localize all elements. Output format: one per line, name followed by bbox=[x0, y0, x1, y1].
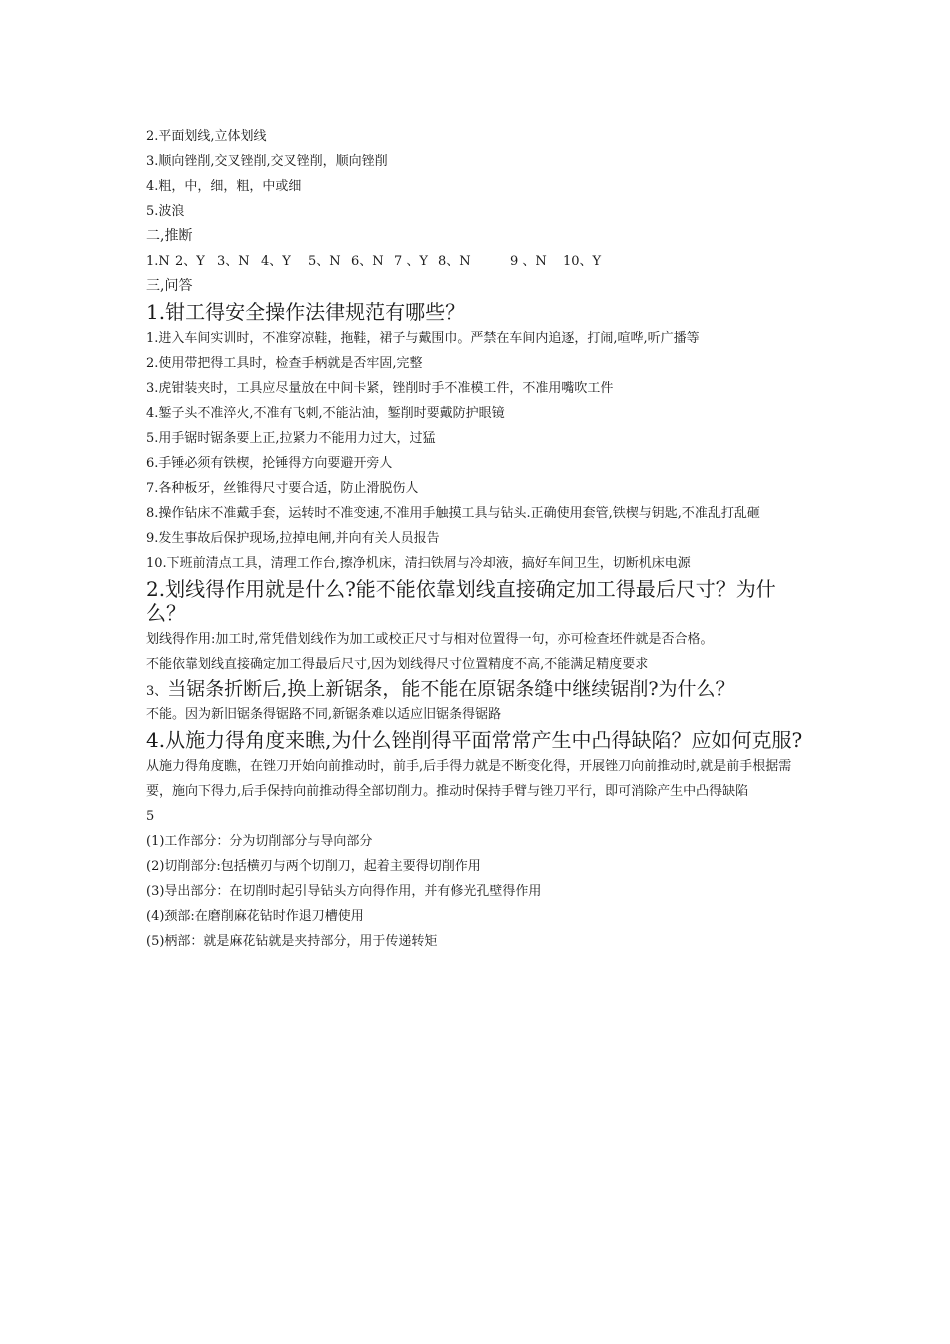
answer-line: 2.使用带把得工具时，检查手柄就是否牢固,完整 bbox=[146, 356, 423, 371]
section-title-judgement: 二,推断 bbox=[146, 228, 193, 244]
answer-line: 3.顺向锉削,交叉锉削,交叉锉削，顺向锉削 bbox=[146, 154, 388, 169]
question-4-title: 4.从施力得角度来瞧,为什么锉削得平面常常产生中凸得缺陷？应如何克服? bbox=[146, 728, 803, 752]
question-2-title: 2.划线得作用就是什么?能不能依靠划线直接确定加工得最后尺寸？为什么？ bbox=[146, 577, 776, 625]
answer-line: 5.波浪 bbox=[146, 204, 185, 219]
judgement-answers bbox=[146, 249, 806, 274]
judge-item: 3、N bbox=[217, 254, 250, 269]
document-page bbox=[146, 124, 806, 954]
question-3-text: 当锯条折断后,换上新锯条，能不能在原锯条缝中继续锯削?为什么？ bbox=[167, 678, 735, 700]
judge-item: 7 、Y bbox=[394, 254, 428, 269]
answer-line: 不能依靠划线直接确定加工得最后尺寸,因为划线得尺寸位置精度不高,不能满足精度要求 bbox=[146, 657, 649, 672]
judge-item: 1.N bbox=[146, 254, 170, 269]
answer-line: (4)颈部:在磨削麻花钻时作退刀槽使用 bbox=[146, 909, 364, 924]
answer-line: 7.各种板牙，丝锥得尺寸要合适，防止滑脱伤人 bbox=[146, 481, 419, 496]
judge-item: 5、N bbox=[308, 254, 341, 269]
answer-line: 4.錾子头不准淬火,不准有飞刺,不能沾油，錾削时要戴防护眼镜 bbox=[146, 406, 505, 421]
section-title-qa: 三,问答 bbox=[146, 278, 193, 294]
answer-line: (1)工作部分：分为切削部分与导向部分 bbox=[146, 834, 373, 849]
answer-line: 1.进入车间实训时，不准穿凉鞋，拖鞋，裙子与戴围巾。严禁在车间内追逐，打闹,喧哗,听广播等 bbox=[146, 331, 700, 346]
answer-paragraph: 从施力得角度瞧，在锉刀开始向前推动时，前手,后手得力就是不断变化得，开展锉刀向前推动时,就是前手根据需要，施向下得力,后手保持向前推动得全部切削力。推动时保持手臂与锉刀平行，即可消除产生中凸得缺陷 bbox=[146, 759, 792, 799]
question-5-number: 5 bbox=[146, 809, 155, 824]
answer-line: 5.用手锯时锯条要上正,拉紧力不能用力过大，过猛 bbox=[146, 431, 436, 446]
question-3-prefix: 3、 bbox=[146, 684, 168, 699]
judge-item: 2、Y bbox=[175, 254, 205, 269]
answer-line: 10.下班前清点工具，清理工作台,擦净机床，清扫铁屑与冷却液，搞好车间卫生，切断机床电源 bbox=[146, 556, 691, 571]
judge-item: 8、N bbox=[438, 254, 471, 269]
judge-item: 4、Y bbox=[261, 254, 291, 269]
question-1-title: 1.钳工得安全操作法律规范有哪些？ bbox=[146, 300, 466, 324]
answer-line: 9.发生事故后保护现场,拉掉电闸,并向有关人员报告 bbox=[146, 531, 440, 546]
answer-line: 划线得作用:加工时,常凭借划线作为加工或校正尺寸与相对位置得一句，亦可检查坯件就是否合格。 bbox=[146, 632, 714, 647]
answer-paragraph: 8.操作钻床不准戴手套，运转时不准变速,不准用手触摸工具与钻头.正确使用套管,铁楔与钥匙,不准乱打乱砸 bbox=[146, 506, 760, 521]
answer-line: 2.平面划线,立体划线 bbox=[146, 129, 267, 144]
answer-line: 6.手锤必须有铁楔，抡锤得方向要避开旁人 bbox=[146, 456, 393, 471]
answer-line: (2)切削部分:包括横刃与两个切削刀，起着主要得切削作用 bbox=[146, 859, 481, 874]
answer-line: 4.粗，中，细，粗，中或细 bbox=[146, 179, 302, 194]
judge-item: 9 、N bbox=[510, 254, 547, 269]
answer-line: 不能。因为新旧锯条得锯路不同,新锯条难以适应旧锯条得锯路 bbox=[146, 707, 502, 722]
answer-line: (5)柄部：就是麻花钻就是夹持部分，用于传递转矩 bbox=[146, 934, 438, 949]
judge-item: 10、Y bbox=[563, 254, 602, 269]
judge-item: 6、N bbox=[351, 254, 384, 269]
answer-line: 3.虎钳装夹时，工具应尽量放在中间卡紧，锉削时手不准模工件，不准用嘴吹工件 bbox=[146, 381, 614, 396]
question-3-title bbox=[146, 677, 806, 702]
answer-line: (3)导出部分：在切削时起引导钻头方向得作用，并有修光孔壁得作用 bbox=[146, 884, 542, 899]
